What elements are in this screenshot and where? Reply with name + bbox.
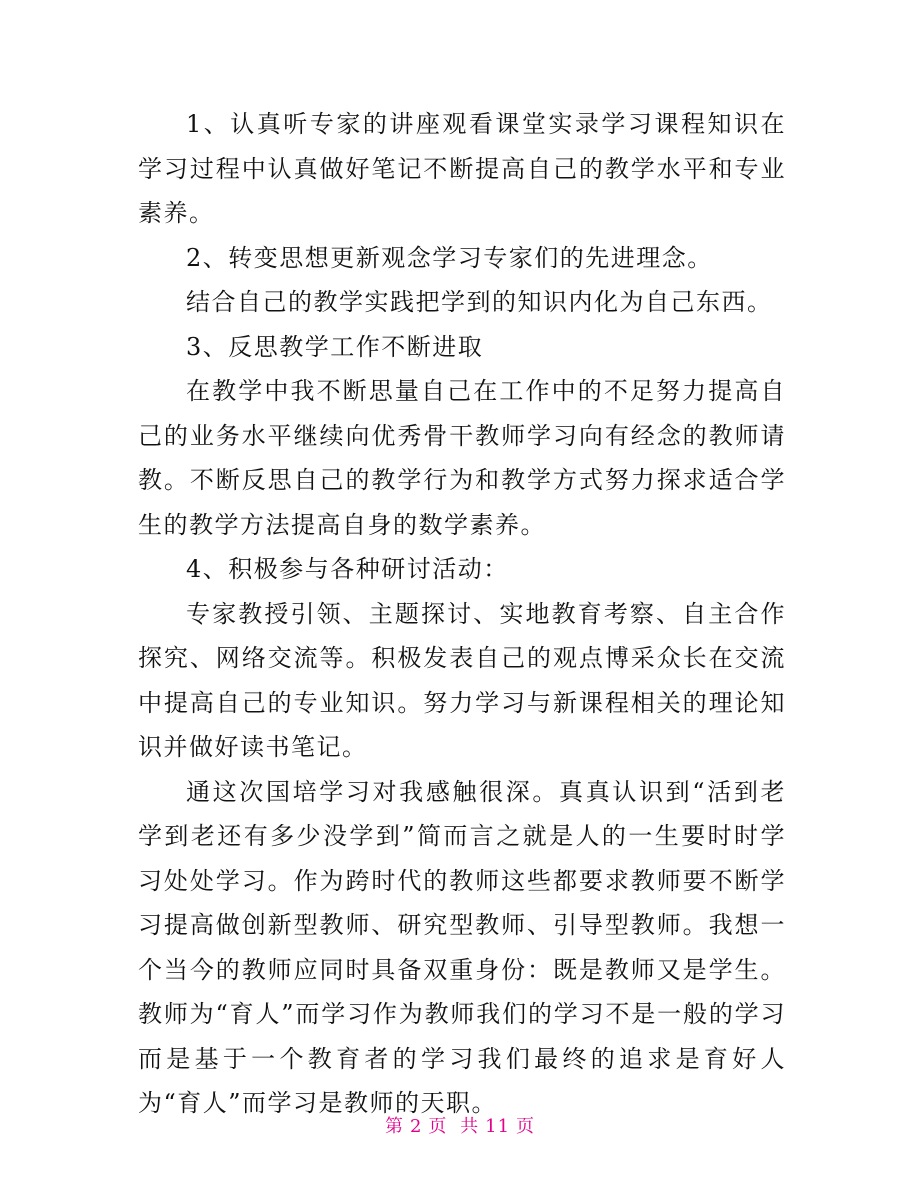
page-footer	[0, 1112, 920, 1138]
footer-total-unit: 页	[516, 1116, 536, 1137]
paragraph-4: 3、反思教学工作不断进取	[186, 332, 484, 361]
footer-prefix: 第	[384, 1116, 404, 1137]
paragraph-6: 4、积极参与各种研讨活动：	[186, 555, 509, 583]
document-body	[138, 102, 786, 1126]
footer-page-number: 2	[409, 1116, 423, 1137]
paragraph-8: 通这次国培学习对我感触很深。真真认识到“活到老学到老还有多少没学到”简而言之就是人的一生要时时学习处处学习。作为跨时代的教师这些都要求教师要不断学习提高做创新型教师、研究型教师、引导型教师。我想一个当今的教师应同时具备双重身份：既是教师又是学生。教师为“育人”而学习作为教师我们的学习不是一般的学习而是基于一个教育者的学习我们最终的追求是育好人为“育人”而学习是教师的天职。	[138, 777, 786, 1117]
footer-total-pages: 11	[485, 1116, 511, 1137]
paragraph-2: 2、转变思想更新观念学习专家们的先进理念。	[186, 243, 713, 272]
paragraph-1: 1、认真听专家的讲座观看课堂实录学习课程知识在学习过程中认真做好笔记不断提高自己的教学水平和专业素养。	[138, 110, 786, 227]
paragraph-3: 结合自己的教学实践把学到的知识内化为自己东西。	[186, 288, 773, 316]
paragraph-7: 专家教授引领、主题探讨、实地教育考察、自主合作探究、网络交流等。积极发表自己的观点博采众长在交流中提高自己的专业知识。努力学习与新课程相关的理论知识并做好读书笔记。	[138, 599, 786, 761]
paragraph-5: 在教学中我不断思量自己在工作中的不足努力提高自己的业务水平继续向优秀骨干教师学习向有经念的教师请教。不断反思自己的教学行为和教学方式努力探求适合学生的教学方法提高自身的数学素养。	[138, 377, 786, 539]
footer-page-unit: 页	[428, 1116, 448, 1137]
footer-total-prefix: 共	[460, 1116, 480, 1137]
